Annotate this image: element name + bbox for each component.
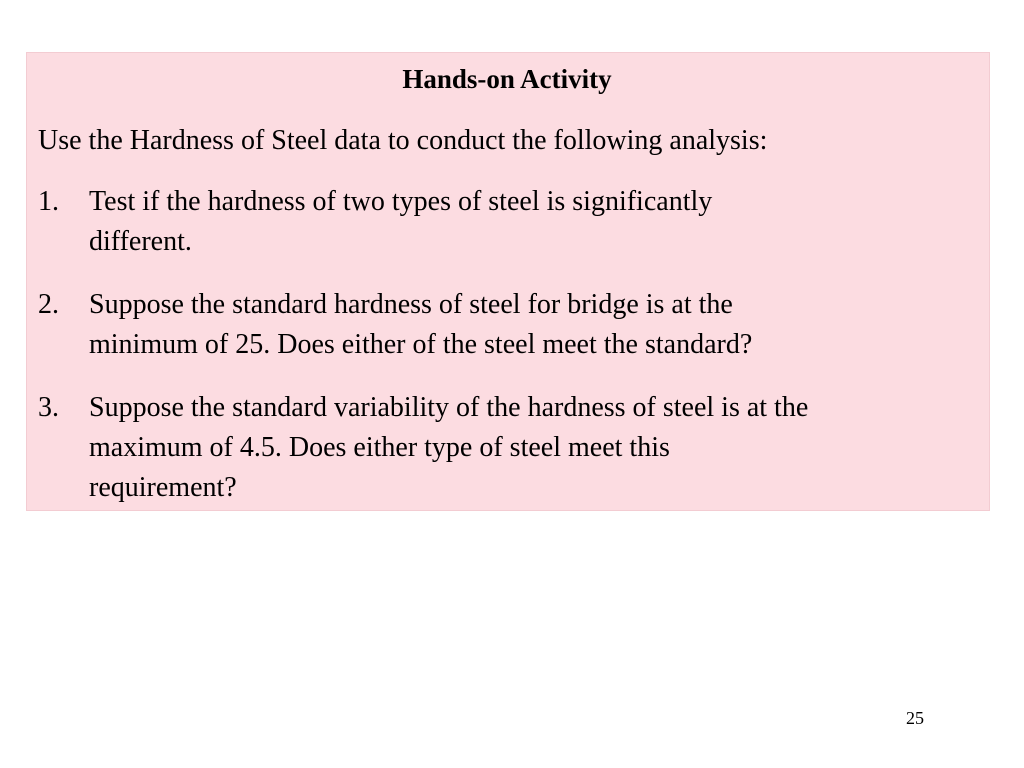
list-item-2-line-1: Suppose the standard hardness of steel for bridge is at the bbox=[89, 289, 733, 320]
list-item-1-text bbox=[89, 182, 712, 262]
list-item-3-line-2: maximum of 4.5. Does either type of steel meet this bbox=[89, 432, 670, 463]
slide-number: 25 bbox=[906, 708, 924, 728]
list-item-3-number: 3. bbox=[38, 392, 59, 423]
list-item-2-text bbox=[89, 285, 752, 365]
list-item-3-line-3: requirement? bbox=[89, 472, 237, 503]
list-item-2-number: 2. bbox=[38, 289, 59, 320]
list-item-3-text bbox=[89, 388, 808, 508]
list-item-1-number: 1. bbox=[38, 186, 59, 217]
list-item-1-line-1: Test if the hardness of two types of steel is significantly bbox=[89, 186, 713, 217]
list-item-2-line-2: minimum of 25. Does either of the steel meet the standard? bbox=[89, 329, 753, 360]
list-item-3-line-1: Suppose the standard variability of the hardness of steel is at the bbox=[89, 392, 809, 423]
list-item-1-line-2: different. bbox=[89, 226, 192, 257]
activity-title: Hands-on Activity bbox=[402, 64, 612, 94]
intro-text: Use the Hardness of Steel data to conduct the following analysis: bbox=[38, 125, 768, 156]
